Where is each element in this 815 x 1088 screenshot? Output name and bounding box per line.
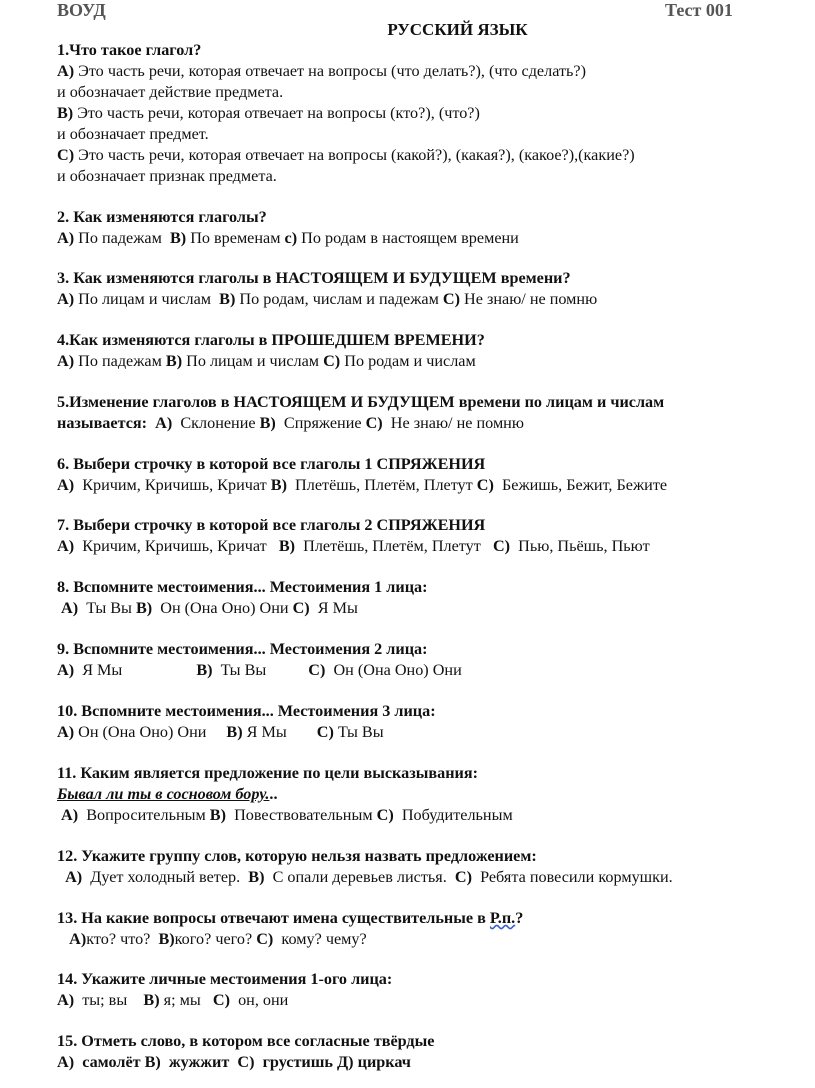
option-b-letter: В) [165, 352, 183, 370]
option-a-text: ты; вы [82, 991, 128, 1009]
question-9 [57, 639, 775, 681]
example-text: Бывал ли ты в сосновом бору. [57, 785, 270, 803]
option-a-text: Вопросительным [86, 806, 206, 824]
question-text: 1.Что такое глагол? [57, 41, 202, 59]
option-b-letter: В) [248, 868, 265, 886]
option-c-text: По родам и числам [344, 352, 476, 370]
question-text: 6. Выбери строчку в которой все глаголы 1 СПРЯЖЕНИЯ [57, 455, 486, 473]
option-a-text: самолёт [82, 1053, 141, 1071]
option-c [57, 145, 775, 166]
question-6 [57, 454, 775, 496]
question-text: 4.Как изменяются глаголы в ПРОШЕДШЕМ ВРЕМЕНИ? [57, 331, 485, 349]
options [57, 660, 775, 681]
option-b-letter: В) [226, 723, 243, 741]
option-c-text: он, они [238, 991, 289, 1009]
option-letter: В) [57, 104, 74, 122]
question-4 [57, 330, 775, 372]
option-b-letter: В) [219, 290, 236, 308]
option-b-letter: В) [270, 476, 287, 494]
options [57, 867, 775, 888]
option-letter: С) [57, 146, 75, 164]
option-a-text: По лицам и числам [78, 290, 212, 308]
option-b-text: Плетёшь, Плетём, Плетут [303, 537, 481, 555]
option-a-letter: А) [57, 352, 75, 370]
option-text: Это часть речи, которая отвечает на вопросы (какой?), (какая?), (какое?),(какие?) [78, 146, 635, 164]
question-text: 8. Вспомните местоимения... Местоимения 1 лица: [57, 578, 428, 596]
option-b-letter: В) [259, 414, 276, 432]
option-c-text: Ты Вы [337, 723, 384, 741]
option-b-letter: В) [209, 806, 226, 824]
option-c-letter: С) [376, 806, 394, 824]
option-a-letter: А) [57, 476, 75, 494]
question-text: 2. Как изменяются глаголы? [57, 208, 267, 226]
option-c-letter: С) [237, 1053, 255, 1071]
option-a-letter: А) [57, 723, 75, 741]
option-b-letter: В) [196, 661, 213, 679]
option-a-letter: А) [61, 806, 79, 824]
options [57, 536, 775, 557]
question-11 [57, 763, 775, 826]
option-a-text: По падежам [78, 352, 162, 370]
option-text: Это часть речи, которая отвечает на вопросы (кто?), (что?) [77, 104, 480, 122]
question-13 [57, 908, 775, 950]
option-a-text: Дует холодный ветер. [90, 868, 241, 886]
option-b-text: Повествовательным [234, 806, 373, 824]
option-b-text: Я Мы [246, 723, 287, 741]
option-a-text: Кричим, Кричишь, Кричат [82, 476, 267, 494]
options [57, 990, 775, 1011]
question-10 [57, 701, 775, 743]
options [57, 805, 775, 826]
option-a-text: кто? что? [86, 930, 151, 948]
option-b-letter: В) [144, 1053, 161, 1071]
options [57, 722, 775, 743]
option-text: Это часть речи, которая отвечает на вопросы (что делать?), (что сделать?) [78, 62, 586, 80]
question-12 [57, 846, 775, 888]
option-c-letter: С) [476, 476, 494, 494]
option-c-letter: С) [256, 930, 274, 948]
option-b-text: Спряжение [283, 414, 362, 432]
option-c-text: Он (Она Оно) Они [333, 661, 462, 679]
question-text: 9. Вспомните местоимения... Местоимения 2 лица: [57, 640, 428, 658]
option-d-text: циркач [357, 1053, 411, 1071]
option-a-letter: А) [61, 599, 79, 617]
question-text: 10. Вспомните местоимения... Местоимения 3 лица: [57, 702, 436, 720]
options [57, 228, 775, 249]
option-c-text: Я Мы [317, 599, 358, 617]
question-5 [57, 392, 775, 434]
question-text: 11. Каким является предложение по цели высказывания: [57, 764, 478, 782]
example-tail: .. [269, 785, 278, 803]
option-a-letter: А) [57, 290, 75, 308]
option-c-text: Бежишь, Бежит, Бежите [501, 476, 668, 494]
option-c-letter: С) [316, 723, 334, 741]
option-c-letter: С) [454, 868, 472, 886]
option-b-letter: В) [158, 930, 175, 948]
option-c-text: Побудительным [401, 806, 513, 824]
question-14 [57, 969, 775, 1011]
option-a-letter: А) [65, 868, 83, 886]
question-text: 7. Выбери строчку в которой все глаголы 2 СПРЯЖЕНИЯ [57, 516, 486, 534]
example-sentence [57, 784, 775, 805]
option-a-letter: А) [57, 537, 75, 555]
option-a-letter: А) [57, 229, 75, 247]
option-c-text: Не знаю/ не помню [464, 290, 598, 308]
question-15 [57, 1031, 775, 1073]
option-c-text: грустишь [262, 1053, 333, 1071]
option-b-letter: В) [278, 537, 296, 555]
options [57, 929, 775, 950]
option-c-cont: и обозначает признак предмета. [57, 167, 277, 185]
question-2 [57, 207, 775, 249]
option-b-letter: В) [135, 599, 153, 617]
question-text-cont: называется: [57, 414, 148, 432]
options [57, 351, 775, 372]
option-c-text: Ребята повесили кормушки. [480, 868, 673, 886]
option-a-letter: А) [57, 1053, 75, 1071]
option-b-text: Ты Вы [220, 661, 267, 679]
question-text: 3. Как изменяются глаголы в НАСТОЯЩЕМ И БУДУЩЕМ времени? [57, 269, 571, 287]
question-1 [57, 40, 775, 187]
option-c-letter: С) [442, 290, 460, 308]
option-c-letter: С) [365, 414, 383, 432]
option-b-text: я; мы [163, 991, 201, 1009]
option-c-text: кому? чему? [281, 930, 367, 948]
option-c-text: Пью, Пьёшь, Пьют [518, 537, 650, 555]
question-text: 5.Изменение глаголов в НАСТОЯЩЕМ И БУДУЩЕМ времени по лицам и числам [57, 393, 665, 411]
question-3 [57, 268, 775, 310]
options [57, 413, 775, 434]
option-a-text: Он (Она Оно) Они [78, 723, 207, 741]
option-a-letter: А) [155, 414, 173, 432]
option-c-letter: С) [492, 537, 511, 555]
option-c-letter: С) [292, 599, 310, 617]
option-b-text: По временам [190, 229, 281, 247]
test-number: Тест 001 [665, 0, 733, 20]
question-text: 14. Укажите личные местоимения 1-ого лица: [57, 970, 393, 988]
option-c-letter: С) [323, 352, 341, 370]
option-b-cont: и обозначает предмет. [57, 125, 209, 143]
option-a-text: Ты Вы [86, 599, 132, 617]
options [57, 289, 775, 310]
option-b-text: Плетёшь, Плетём, Плетут [295, 476, 473, 494]
option-b [57, 103, 775, 124]
option-c-text: Не знаю/ не помню [390, 414, 524, 432]
options [57, 598, 775, 619]
abbreviation: Р.п. [489, 909, 516, 927]
question-text: 15. Отметь слово, в котором все согласные твёрдые [57, 1032, 435, 1050]
option-letter: А) [57, 62, 75, 80]
option-d-letter: Д) [337, 1053, 354, 1071]
option-b-letter: В) [169, 229, 187, 247]
option-c-text: По родам в настоящем времени [301, 229, 519, 247]
option-c-letter: С) [308, 661, 326, 679]
option-a-text: Я Мы [82, 661, 123, 679]
option-a-letter: А) [57, 991, 75, 1009]
option-a-text: Кричим, Кричишь, Кричат [82, 537, 267, 555]
option-c-letter: с) [284, 229, 298, 247]
page-title: РУССКИЙ ЯЗЫК [387, 20, 528, 39]
question-7 [57, 515, 775, 557]
option-b-text: кого? чего? [174, 930, 253, 948]
question-text: 13. На какие вопросы отвечают имена существительные в Р.п.? [57, 909, 524, 927]
option-b-text: По родам, числам и падежам [239, 290, 439, 308]
options [57, 475, 775, 496]
option-a-text: Склонение [180, 414, 256, 432]
option-b-letter: В) [143, 991, 160, 1009]
question-8 [57, 577, 775, 619]
option-a-letter: А) [57, 661, 75, 679]
option-a [57, 61, 775, 82]
option-a-text: По падежам [78, 229, 162, 247]
school-code: ВОУД [57, 0, 106, 20]
options [57, 1052, 775, 1073]
option-b-text: По лицам и числам [186, 352, 320, 370]
option-c-letter: С) [212, 991, 230, 1009]
option-b-text: С опали деревьев листья. [272, 868, 447, 886]
option-b-text: Он (Она Оно) Они [160, 599, 289, 617]
option-a-cont: и обозначает действие предмета. [57, 83, 284, 101]
question-text: 12. Укажите группу слов, которую нельзя назвать предложением: [57, 847, 537, 865]
option-a-letter: А) [69, 930, 87, 948]
option-b-text: жужжит [168, 1053, 230, 1071]
